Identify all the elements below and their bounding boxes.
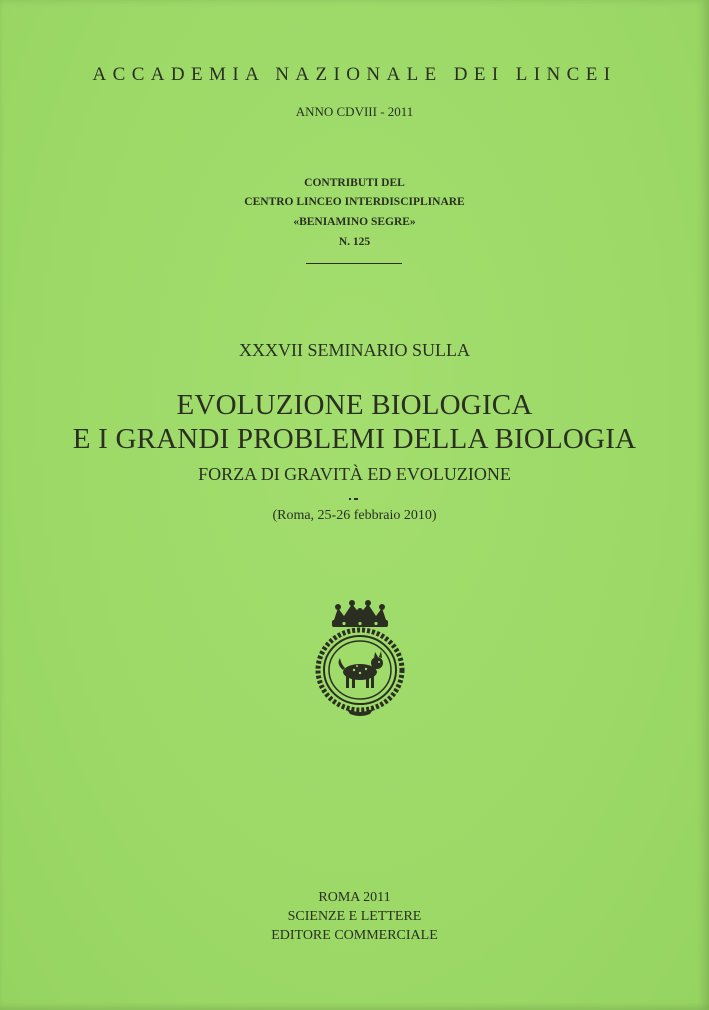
publisher-name-1: SCIENZE E LETTERE [287,909,422,924]
seminar-dates: (Roma, 25-26 febbraio 2010) [272,508,437,523]
title-line-1: EVOLUZIONE BIOLOGICA [176,389,533,421]
academy-name: ACCADEMIA NAZIONALE DEI LINCEI [92,64,617,85]
subtitle: FORZA DI GRAVITÀ ED EVOLUZIONE [198,464,511,484]
publisher-name-2: EDITORE COMMERCIALE [271,928,438,943]
series-line-2: CENTRO LINCEO INTERDISCIPLINARE [244,196,465,208]
series-number: N. 125 [338,236,371,248]
anno-line: ANNO CDVIII - 2011 [295,104,414,119]
series-line-1: CONTRIBUTI DEL [304,177,405,189]
title-line-2: E I GRANDI PROBLEMI DELLA BIOLOGIA [72,423,637,455]
divider-rule [306,263,402,264]
seminar-heading: XXXVII SEMINARIO SULLA [239,340,470,360]
lynx-crest-icon [310,600,410,718]
ornament-dots-icon [348,497,360,501]
publisher-city-year: ROMA 2011 [318,890,391,905]
series-line-3: «BENIAMINO SEGRE» [293,216,416,228]
